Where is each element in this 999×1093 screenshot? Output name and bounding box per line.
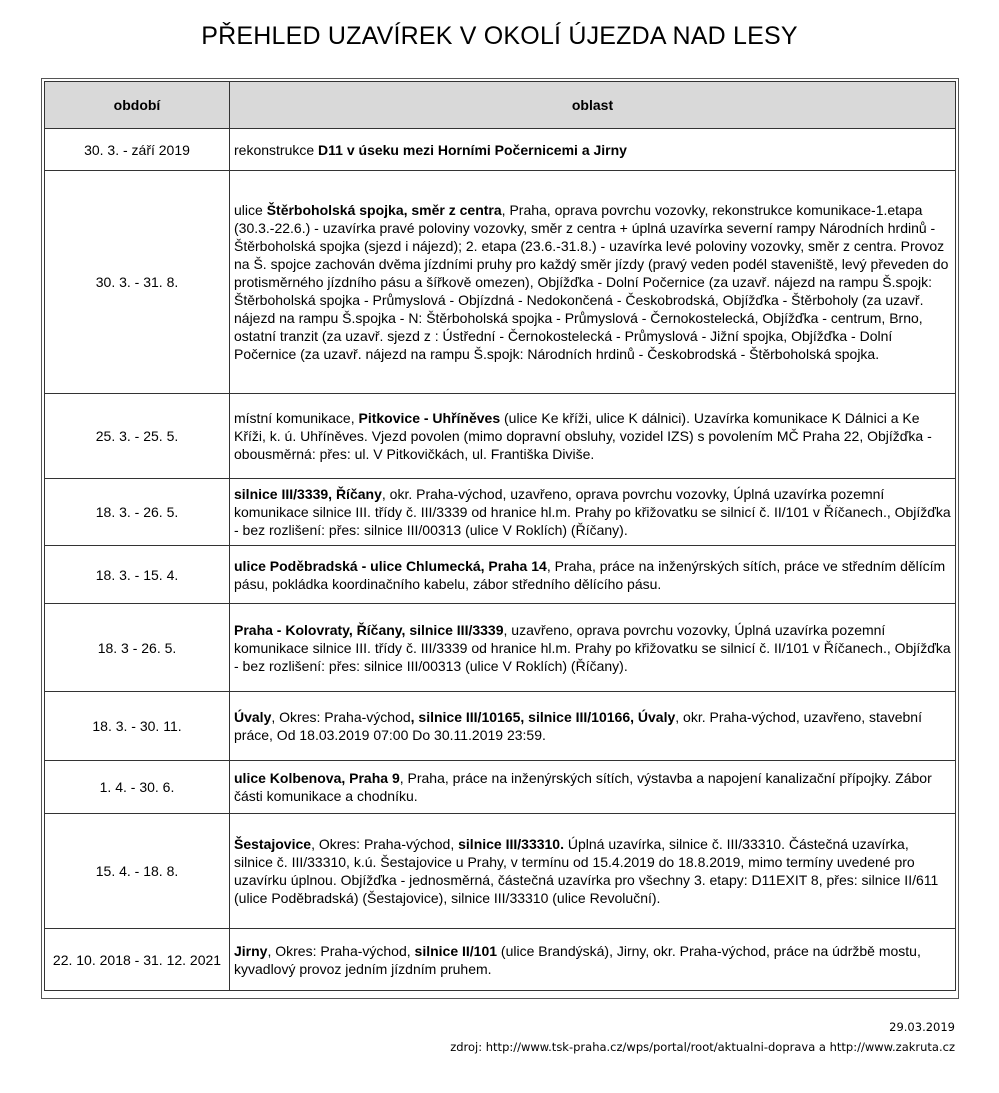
table-header-row <box>45 82 956 129</box>
area-cell <box>230 604 956 692</box>
period-cell: 15. 4. - 18. 8. <box>45 814 230 929</box>
area-text: rekonstrukce <box>234 141 319 158</box>
area-cell <box>230 929 956 991</box>
area-text: , Okres: Praha-východ <box>271 709 411 725</box>
period-cell: 30. 3. - 31. 8. <box>45 171 230 394</box>
area-cell <box>230 129 956 171</box>
area-highlight: ulice Poděbradská - ulice Chlumecká, Praha 14 <box>234 557 547 574</box>
period-cell: 18. 3 - 26. 5. <box>45 604 230 692</box>
area-cell <box>230 692 956 761</box>
table-row <box>45 171 956 394</box>
period-cell: 30. 3. - září 2019 <box>45 129 230 171</box>
table-row <box>45 692 956 761</box>
area-text: , Praha, práce na inženýrských sítích, práce ve středním dělícím pásu, pokládka koordinačního kabelu, zábor středního dělícího pásu. <box>234 557 946 592</box>
table-row <box>45 814 956 929</box>
period-cell: 18. 3. - 15. 4. <box>45 546 230 604</box>
page-title: PŘEHLED UZAVÍREK V OKOLÍ ÚJEZDA NAD LESY <box>201 22 798 50</box>
area-highlight: , silnice III/10165, silnice III/10166, Úvaly <box>410 709 676 725</box>
area-highlight: silnice II/101 <box>414 942 498 959</box>
area-cell <box>230 761 956 814</box>
area-highlight: silnice III/33310. <box>458 836 564 852</box>
area-highlight: Pitkovice - Uhříněves <box>358 410 501 426</box>
area-text: ulice <box>234 202 267 218</box>
table-row <box>45 929 956 991</box>
area-highlight: D11 v úseku mezi Horními Počernicemi a Jirny <box>318 141 627 158</box>
area-highlight: Štěrboholská spojka, směr z centra <box>266 202 502 218</box>
area-highlight: silnice III/3339, Říčany <box>234 486 382 502</box>
area-text: , okr. Praha-východ, uzavřeno, oprava povrchu vozovky, Úplná uzavírka pozemní komunikace silnice III. třídy č. III/3339 od hranice hl.m. Prahy po křižovatku se silnicí č. II/101 v Říčanech., Objížďka - bez rozlišení: přes: silnice III/00313 (ulice V Roklích) (Říčany). <box>234 486 951 538</box>
area-text: místní komunikace, <box>234 410 359 426</box>
closures-table <box>44 81 956 991</box>
header-area: oblast <box>230 82 956 129</box>
period-cell: 1. 4. - 30. 6. <box>45 761 230 814</box>
period-cell: 18. 3. - 26. 5. <box>45 479 230 546</box>
area-text: (ulice Ke kříži, ulice K dálnici). Uzavírka komunikace K Dálnici a Ke Kříži, k. ú. Uhříněves. Vjezd povolen (mimo dopravní obsluhy, vozidel IZS) s povolením MČ Praha 22, Objížďka - obousměrná: přes: ul. V Pitkovičkách, ul. Františka Diviše. <box>234 410 932 462</box>
area-highlight: Jirny <box>234 942 268 959</box>
area-text: , uzavřeno, oprava povrchu vozovky, Úplná uzavírka pozemní komunikace silnice III. třídy č. III/3339 od hranice hl.m. Prahy po křižovatku se silnicí č. II/101 v Říčanech., Objížďka - bez rozlišení: přes: silnice III/00313 (ulice V Roklích) (Říčany). <box>234 621 951 674</box>
area-highlight: Praha - Kolovraty, Říčany, silnice III/3339 <box>234 621 504 638</box>
area-text: , okr. Praha-východ, uzavřeno, stavební práce, Od 18.03.2019 07:00 Do 30.11.2019 23:59. <box>234 709 922 743</box>
table-row <box>45 604 956 692</box>
table-row <box>45 394 956 479</box>
area-highlight: Úvaly <box>234 709 272 725</box>
period-cell: 25. 3. - 25. 5. <box>45 394 230 479</box>
area-text: (ulice Brandýská), Jirny, okr. Praha-východ, práce na údržbě mostu, kyvadlový provoz jedním jízdním pruhem. <box>234 942 921 977</box>
area-highlight: Šestajovice <box>234 836 312 852</box>
period-cell: 18. 3. - 30. 11. <box>45 692 230 761</box>
area-text: , Okres: Praha-východ, <box>267 942 415 959</box>
footer-source: zdroj: http://www.tsk-praha.cz/wps/portal/root/aktualni-doprava a http://www.zakruta.cz <box>450 1040 955 1054</box>
period-cell: 22. 10. 2018 - 31. 12. 2021 <box>45 929 230 991</box>
area-text: , Praha, práce na inženýrských sítích, výstavba a napojení kanalizační přípojky. Zábor části komunikace a chodníku. <box>234 770 932 804</box>
table-row <box>45 546 956 604</box>
area-cell <box>230 814 956 929</box>
area-cell <box>230 546 956 604</box>
area-cell <box>230 171 956 394</box>
table-row <box>45 761 956 814</box>
area-highlight: ulice Kolbenova, Praha 9 <box>234 770 400 786</box>
area-text: Úplná uzavírka, silnice č. III/33310. Částečná uzavírka, silnice č. III/33310, k.ú. Šestajovice u Prahy, v termínu od 15.4.2019 do 18.8.2019, mimo termíny uvedené pro uzavírku úplnou. Objížďka - jednosměrná, částečná uzavírka pro všechny 3. etapy: D11EXIT 8, přes: silnice II/611 (ulice Poděbradská) (Šestajovice), silnice III/33310 (ulice Revoluční). <box>234 836 939 906</box>
header-period: období <box>45 82 230 129</box>
area-text: , Praha, oprava povrchu vozovky, rekonstrukce komunikace-1.etapa (30.3.-22.6.) - uzavírka pravé poloviny vozovky, směr z centra + úplná uzavírka severní rampy Národních hrdinů - Štěrboholská spojka (sjezd i nájezd); 2. etapa (23.6.-31.8.) - uzavírka levé poloviny vozovky, směr z centra. Provoz na Š. spojce zachován dvěma jízdními pruhy pro každý směr jízdy (pravý veden podél staveniště, levý převeden do protisměrného jízdního pásu a šířkově omezen), Objížďka - Dolní Počernice (za uzavř. nájezd na rampu Š.spojk: Štěrboholská spojka - Průmyslová - Objízdná - Nedokončená - Českobrodská, Objížďka - Štěrboholy (za uzavř. nájezd na rampu Š.spojka - N: Štěrboholská spojka - Průmyslová - Černokostelecká, Objížďka - centrum, Brno, ostatní tranzit (za uzavř. sjezd z : Ústřední - Černokostelecká - Průmyslová - Jižní spojka, Objížďka - Dolní Počernice (za uzavř. nájezd na rampu Š.spojk: Národních hrdinů - Českobrodská - Štěrboholská spojka. <box>234 202 949 362</box>
footer-date: 29.03.2019 <box>889 1020 955 1034</box>
table-row <box>45 129 956 171</box>
area-cell <box>230 394 956 479</box>
area-text: , Okres: Praha-východ, <box>311 836 459 852</box>
area-cell <box>230 479 956 546</box>
table-row <box>45 479 956 546</box>
